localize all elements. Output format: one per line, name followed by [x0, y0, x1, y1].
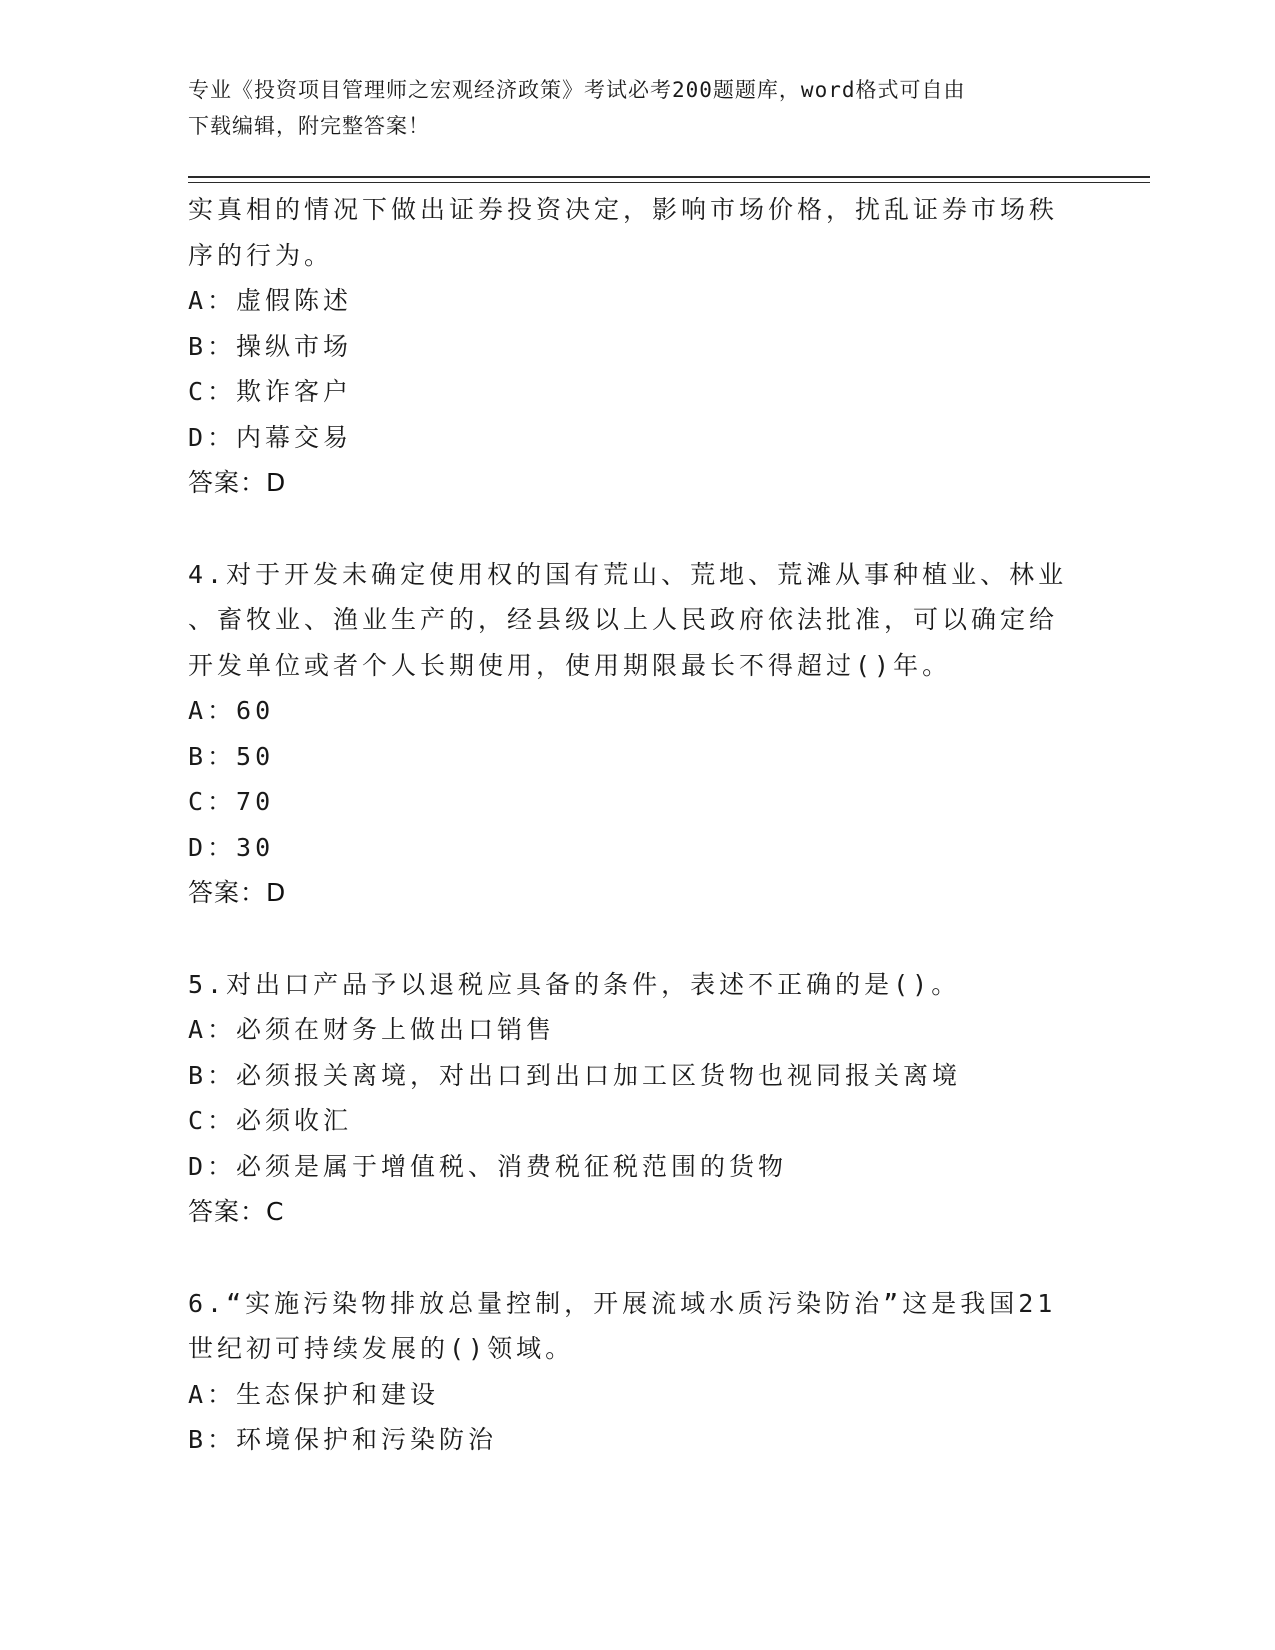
- question-stem-line: 开发单位或者个人长期使用，使用期限最长不得超过()年。: [188, 650, 952, 680]
- option-d: D：必须是属于增值税、消费税征税范围的货物: [188, 1151, 788, 1181]
- spacer: [188, 506, 1088, 552]
- question-stem-line: 5.对出口产品予以退税应具备的条件，表述不正确的是()。: [188, 969, 961, 999]
- option-b: B：操纵市场: [188, 331, 353, 361]
- option-d: D：内幕交易: [188, 422, 353, 452]
- spacer: [188, 916, 1088, 962]
- option-b: B：环境保护和污染防治: [188, 1425, 498, 1454]
- option-d: D：30: [188, 832, 275, 862]
- question-5-block: [188, 962, 1088, 1235]
- question-4-block: [188, 552, 1088, 916]
- option-a: A：必须在财务上做出口销售: [188, 1015, 556, 1044]
- question-stem-line: 实真相的情况下做出证券投资决定，影响市场价格，扰乱证券市场秩: [188, 195, 1059, 224]
- answer-line: 答案：D: [188, 878, 287, 907]
- option-c: C：欺诈客户: [188, 377, 353, 406]
- question-stem-line: 4.对于开发未确定使用权的国有荒山、荒地、荒滩从事种植业、林业: [188, 559, 1068, 589]
- document-header: [188, 72, 1068, 144]
- option-b: B：必须报关离境，对出口到出口加工区货物也视同报关离境: [188, 1060, 962, 1090]
- question-stem-line: 世纪初可持续发展的()领域。: [188, 1334, 575, 1363]
- question-stem-line: 序的行为。: [188, 240, 334, 270]
- option-a: A：60: [188, 696, 275, 725]
- header-line-2: 下载编辑，附完整答案！: [188, 114, 430, 138]
- spacer: [188, 1235, 1088, 1281]
- header-rule-thin: [188, 182, 1150, 183]
- question-6-block: [188, 1281, 1088, 1463]
- question-stem-line: 、畜牧业、渔业生产的，经县级以上人民政府依法批准，可以确定给: [188, 605, 1059, 634]
- question-stem-line: 6.“实施污染物排放总量控制，开展流域水质污染防治”这是我国21: [188, 1288, 1057, 1318]
- option-a: A：虚假陈述: [188, 286, 353, 315]
- option-c: C：70: [188, 787, 275, 816]
- header-line-1: 专业《投资项目管理师之宏观经济政策》考试必考200题题库，word格式可自由: [188, 78, 966, 102]
- header-rule-thick: [188, 176, 1150, 178]
- answer-line: 答案：C: [188, 1197, 285, 1226]
- option-a: A：生态保护和建设: [188, 1379, 440, 1409]
- option-c: C：必须收汇: [188, 1106, 353, 1135]
- question-3-block: [188, 187, 1088, 506]
- option-b: B：50: [188, 741, 275, 771]
- question-content: [188, 187, 1088, 1463]
- answer-line: 答案：D: [188, 468, 287, 497]
